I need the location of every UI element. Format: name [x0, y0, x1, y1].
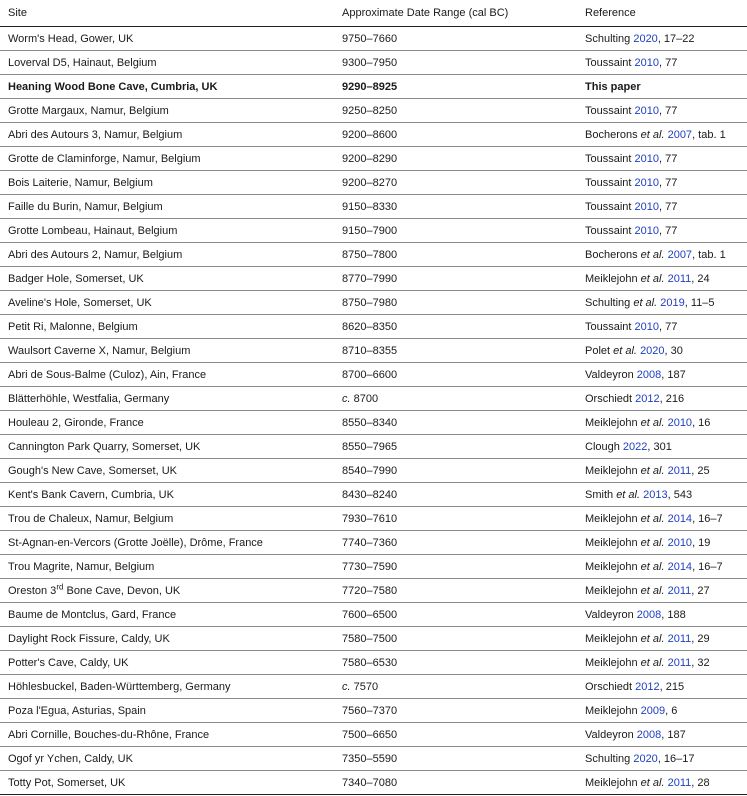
reference-text: et al.	[640, 464, 665, 477]
reference-text: , 188	[661, 608, 686, 621]
reference-year-link[interactable]: 2008	[636, 368, 662, 381]
reference-year-link[interactable]: 2014	[667, 512, 693, 525]
reference-cell	[577, 627, 747, 651]
reference-text: Meiklejohn	[585, 584, 638, 597]
reference-cell	[577, 459, 747, 483]
reference-text: Schulting	[585, 296, 631, 309]
reference-text: Toussaint	[585, 320, 632, 333]
reference-cell	[577, 507, 747, 531]
table-row	[0, 243, 747, 267]
site-cell: Abri de Sous-Balme (Culoz), Ain, France	[0, 363, 334, 387]
reference-text: , 215	[659, 680, 685, 693]
reference-text: et al.	[640, 272, 665, 285]
reference-text: Meiklejohn	[585, 776, 638, 789]
reference-text: Orschiedt	[585, 680, 633, 693]
table-row	[0, 267, 747, 291]
reference-text: et al.	[640, 560, 665, 573]
reference-text: , 77	[659, 200, 678, 213]
table-row	[0, 339, 747, 363]
reference-cell	[577, 579, 747, 603]
reference-year-link[interactable]: 2009	[640, 704, 666, 717]
table-row	[0, 483, 747, 507]
table-row	[0, 387, 747, 411]
reference-text: Meiklejohn	[585, 632, 638, 645]
reference-year-link[interactable]: 2020	[640, 344, 665, 357]
site-cell: Aveline's Hole, Somerset, UK	[0, 291, 334, 315]
site-cell: Kent's Bank Cavern, Cumbria, UK	[0, 483, 334, 507]
site-column-header: Site	[0, 0, 334, 27]
table-row	[0, 723, 747, 747]
reference-text: Toussaint	[585, 176, 632, 189]
reference-text: , 19	[692, 536, 711, 549]
reference-text: , 16	[692, 416, 711, 429]
reference-text: , 77	[659, 152, 678, 165]
reference-cell	[577, 531, 747, 555]
date-range-cell: 7350–5590	[334, 747, 577, 771]
reference-cell	[577, 699, 747, 723]
reference-year-link[interactable]: 2012	[635, 680, 660, 693]
reference-year-link[interactable]: 2011	[667, 656, 692, 669]
site-cell: Houleau 2, Gironde, France	[0, 411, 334, 435]
reference-year-link[interactable]: 2010	[634, 320, 660, 333]
date-range-cell: 7580–6530	[334, 651, 577, 675]
reference-year-link[interactable]: 2020	[633, 32, 658, 45]
date-range-cell: 7340–7080	[334, 771, 577, 795]
reference-text: Polet	[585, 344, 611, 357]
reference-year-link[interactable]: 2014	[667, 560, 693, 573]
date-range-cell: 7930–7610	[334, 507, 577, 531]
date-range-cell: 8750–7980	[334, 291, 577, 315]
reference-year-link[interactable]: 2007	[667, 248, 693, 261]
reference-text: Meiklejohn	[585, 536, 638, 549]
reference-text: , tab. 1	[692, 128, 726, 141]
reference-text: et al.	[633, 296, 658, 309]
site-cell: Oreston 3rd Bone Cave, Devon, UK	[0, 579, 334, 603]
date-range-cell: 9300–7950	[334, 51, 577, 75]
reference-text: Meiklejohn	[585, 656, 638, 669]
date-range-cell: 7500–6650	[334, 723, 577, 747]
reference-cell	[577, 171, 747, 195]
reference-text: , 16–7	[692, 512, 723, 525]
reference-text: Toussaint	[585, 200, 632, 213]
reference-cell	[577, 243, 747, 267]
reference-text: et al.	[640, 128, 665, 141]
reference-text: , 543	[667, 488, 693, 501]
reference-year-link[interactable]: 2020	[633, 752, 658, 765]
date-range-cell: 9750–7660	[334, 27, 577, 51]
reference-text: Valdeyron	[585, 368, 634, 381]
site-cell: Baume de Montclus, Gard, France	[0, 603, 334, 627]
table-row	[0, 459, 747, 483]
reference-year-link[interactable]: 2022	[622, 440, 648, 453]
reference-cell	[577, 747, 747, 771]
reference-cell	[577, 219, 747, 243]
reference-text: Meiklejohn	[585, 272, 638, 285]
reference-cell	[577, 267, 747, 291]
reference-text: et al.	[640, 416, 665, 429]
reference-text: Orschiedt	[585, 392, 633, 405]
table-row	[0, 435, 747, 459]
site-cell: Abri des Autours 3, Namur, Belgium	[0, 123, 334, 147]
table-row	[0, 171, 747, 195]
reference-text: Toussaint	[585, 56, 632, 69]
site-cell: Abri des Autours 2, Namur, Belgium	[0, 243, 334, 267]
reference-cell	[577, 315, 747, 339]
reference-text: et al.	[640, 656, 665, 669]
reference-text: Toussaint	[585, 152, 632, 165]
table-row	[0, 411, 747, 435]
reference-year-link[interactable]: 2011	[667, 584, 692, 597]
reference-cell	[577, 291, 747, 315]
table-row	[0, 531, 747, 555]
reference-text: Valdeyron	[585, 608, 634, 621]
reference-text: , 187	[661, 728, 686, 741]
reference-year-link[interactable]: 2011	[667, 776, 692, 789]
reference-cell	[577, 771, 747, 795]
date-range-cell: 8770–7990	[334, 267, 577, 291]
reference-text: Bocherons	[585, 248, 638, 261]
site-cell: Abri Cornille, Bouches-du-Rhône, France	[0, 723, 334, 747]
site-cell: St-Agnan-en-Vercors (Grotte Joëlle), Drôme, France	[0, 531, 334, 555]
table-row	[0, 771, 747, 795]
site-cell: Trou de Chaleux, Namur, Belgium	[0, 507, 334, 531]
reference-text: Meiklejohn	[585, 560, 638, 573]
table-row	[0, 195, 747, 219]
site-cell: Worm's Head, Gower, UK	[0, 27, 334, 51]
table-row	[0, 291, 747, 315]
date-column-header: Approximate Date Range (cal BC)	[334, 0, 577, 27]
reference-text: et al.	[640, 632, 665, 645]
reference-text: , 30	[664, 344, 683, 357]
reference-text: , 17–22	[657, 32, 695, 45]
table-row	[0, 219, 747, 243]
site-cell: Bois Laiterie, Namur, Belgium	[0, 171, 334, 195]
reference-text: Clough	[585, 440, 620, 453]
table-row	[0, 675, 747, 699]
reference-cell	[577, 555, 747, 579]
site-cell: Daylight Rock Fissure, Caldy, UK	[0, 627, 334, 651]
reference-year-link[interactable]: 2010	[634, 224, 660, 237]
reference-cell	[577, 75, 747, 99]
reference-text: Meiklejohn	[585, 512, 638, 525]
table-row	[0, 147, 747, 171]
reference-cell	[577, 651, 747, 675]
reference-cell	[577, 483, 747, 507]
date-range-cell: 8710–8355	[334, 339, 577, 363]
reference-year-link[interactable]: 2007	[667, 128, 693, 141]
reference-cell	[577, 435, 747, 459]
reference-text: , 11–5	[684, 296, 715, 309]
table-row	[0, 747, 747, 771]
date-range-cell: 8540–7990	[334, 459, 577, 483]
site-cell: Badger Hole, Somerset, UK	[0, 267, 334, 291]
reference-cell	[577, 363, 747, 387]
reference-text: , 77	[659, 320, 678, 333]
reference-cell	[577, 195, 747, 219]
date-range-cell: 9150–8330	[334, 195, 577, 219]
site-cell: Cannington Park Quarry, Somerset, UK	[0, 435, 334, 459]
site-cell: Höhlesbuckel, Baden-Württemberg, Germany	[0, 675, 334, 699]
reference-text: Meiklejohn	[585, 464, 638, 477]
reference-cell	[577, 99, 747, 123]
date-range-cell: 8550–7965	[334, 435, 577, 459]
date-range-cell: 9150–7900	[334, 219, 577, 243]
reference-text: , 25	[691, 464, 710, 477]
reference-text: Bocherons	[585, 128, 638, 141]
reference-text: Toussaint	[585, 224, 632, 237]
reference-text: , 77	[659, 56, 678, 69]
reference-year-link[interactable]: 2010	[667, 416, 693, 429]
table-row	[0, 123, 747, 147]
site-cell: Gough's New Cave, Somerset, UK	[0, 459, 334, 483]
reference-text: et al.	[613, 344, 637, 357]
date-range-cell: 7740–7360	[334, 531, 577, 555]
reference-text: , 77	[659, 224, 678, 237]
reference-text: , 216	[659, 392, 685, 405]
reference-text: , 27	[691, 584, 710, 597]
reference-text: Smith	[585, 488, 614, 501]
date-range-cell: 8700–6600	[334, 363, 577, 387]
reference-year-link[interactable]: 2010	[634, 152, 660, 165]
reference-text: , 32	[691, 656, 710, 669]
reference-year-link[interactable]: 2010	[634, 176, 660, 189]
site-cell: Petit Ri, Malonne, Belgium	[0, 315, 334, 339]
date-range-cell: 9200–8600	[334, 123, 577, 147]
reference-year-link[interactable]: 2010	[667, 536, 693, 549]
reference-cell	[577, 147, 747, 171]
table-row	[0, 27, 747, 51]
reference-year-link[interactable]: 2019	[660, 296, 685, 309]
site-cell: Ogof yr Ychen, Caldy, UK	[0, 747, 334, 771]
reference-text: et al.	[640, 776, 665, 789]
date-range-cell: 8620–8350	[334, 315, 577, 339]
reference-cell	[577, 339, 747, 363]
reference-year-link[interactable]: 2012	[635, 392, 660, 405]
reference-text: et al.	[640, 512, 665, 525]
site-cell: Grotte de Claminforge, Namur, Belgium	[0, 147, 334, 171]
date-range-cell: 7600–6500	[334, 603, 577, 627]
reference-year-link[interactable]: 2011	[667, 272, 692, 285]
reference-text: , 28	[691, 776, 710, 789]
site-cell: Blätterhöhle, Westfalia, Germany	[0, 387, 334, 411]
reference-text: Toussaint	[585, 104, 632, 117]
reference-cell	[577, 411, 747, 435]
reference-cell	[577, 123, 747, 147]
reference-cell	[577, 27, 747, 51]
date-range-cell: 9250–8250	[334, 99, 577, 123]
reference-text: et al.	[640, 248, 665, 261]
site-cell: Waulsort Caverne X, Namur, Belgium	[0, 339, 334, 363]
table-row	[0, 507, 747, 531]
reference-text: , tab. 1	[692, 248, 726, 261]
table-row	[0, 699, 747, 723]
site-cell: Potter's Cave, Caldy, UK	[0, 651, 334, 675]
date-range-cell: c. 8700	[334, 387, 577, 411]
reference-text: Schulting	[585, 752, 631, 765]
date-range-cell: 9290–8925	[334, 75, 577, 99]
table-row	[0, 579, 747, 603]
reference-text: et al.	[640, 536, 665, 549]
reference-text: et al.	[640, 584, 665, 597]
site-cell: Grotte Margaux, Namur, Belgium	[0, 99, 334, 123]
reference-text: , 77	[659, 104, 678, 117]
site-cell: Loverval D5, Hainaut, Belgium	[0, 51, 334, 75]
reference-year-link[interactable]: 2008	[636, 608, 662, 621]
date-range-cell: 7580–7500	[334, 627, 577, 651]
reference-cell	[577, 387, 747, 411]
date-range-cell: c. 7570	[334, 675, 577, 699]
reference-text: This paper	[585, 80, 641, 93]
site-cell: Totty Pot, Somerset, UK	[0, 771, 334, 795]
date-range-cell: 8430–8240	[334, 483, 577, 507]
table-row	[0, 51, 747, 75]
site-cell: Poza l'Egua, Asturias, Spain	[0, 699, 334, 723]
reference-year-link[interactable]: 2011	[667, 464, 692, 477]
reference-year-link[interactable]: 2010	[634, 200, 660, 213]
reference-column-header: Reference	[577, 0, 747, 27]
reference-text: Schulting	[585, 32, 631, 45]
reference-text: Valdeyron	[585, 728, 634, 741]
reference-text: , 187	[661, 368, 686, 381]
site-cell: Trou Magrite, Namur, Belgium	[0, 555, 334, 579]
reference-text: , 6	[665, 704, 678, 717]
table-row	[0, 603, 747, 627]
reference-text: , 77	[659, 176, 678, 189]
reference-text: , 29	[691, 632, 710, 645]
header-row	[0, 0, 747, 27]
date-range-cell: 8750–7800	[334, 243, 577, 267]
table-row	[0, 627, 747, 651]
reference-text: , 24	[691, 272, 710, 285]
reference-text: , 16–17	[657, 752, 695, 765]
date-range-cell: 7720–7580	[334, 579, 577, 603]
date-range-cell: 9200–8290	[334, 147, 577, 171]
date-range-cell: 8550–8340	[334, 411, 577, 435]
date-range-cell: 7730–7590	[334, 555, 577, 579]
reference-text: et al.	[616, 488, 641, 501]
reference-year-link[interactable]: 2008	[636, 728, 662, 741]
site-cell: Heaning Wood Bone Cave, Cumbria, UK	[0, 75, 334, 99]
reference-cell	[577, 675, 747, 699]
reference-year-link[interactable]: 2013	[643, 488, 668, 501]
table-row	[0, 75, 747, 99]
reference-text: Meiklejohn	[585, 704, 638, 717]
table-row	[0, 363, 747, 387]
site-cell: Faille du Burin, Namur, Belgium	[0, 195, 334, 219]
date-range-cell: 7560–7370	[334, 699, 577, 723]
table-row	[0, 555, 747, 579]
reference-year-link[interactable]: 2010	[634, 104, 660, 117]
reference-year-link[interactable]: 2011	[667, 632, 692, 645]
reference-text: , 16–7	[692, 560, 723, 573]
table-row	[0, 315, 747, 339]
reference-cell	[577, 51, 747, 75]
reference-text: , 301	[647, 440, 672, 453]
site-cell: Grotte Lombeau, Hainaut, Belgium	[0, 219, 334, 243]
date-range-cell: 9200–8270	[334, 171, 577, 195]
reference-cell	[577, 723, 747, 747]
table-row	[0, 651, 747, 675]
reference-year-link[interactable]: 2010	[634, 56, 660, 69]
reference-cell	[577, 603, 747, 627]
reference-text: Meiklejohn	[585, 416, 638, 429]
table-row	[0, 99, 747, 123]
